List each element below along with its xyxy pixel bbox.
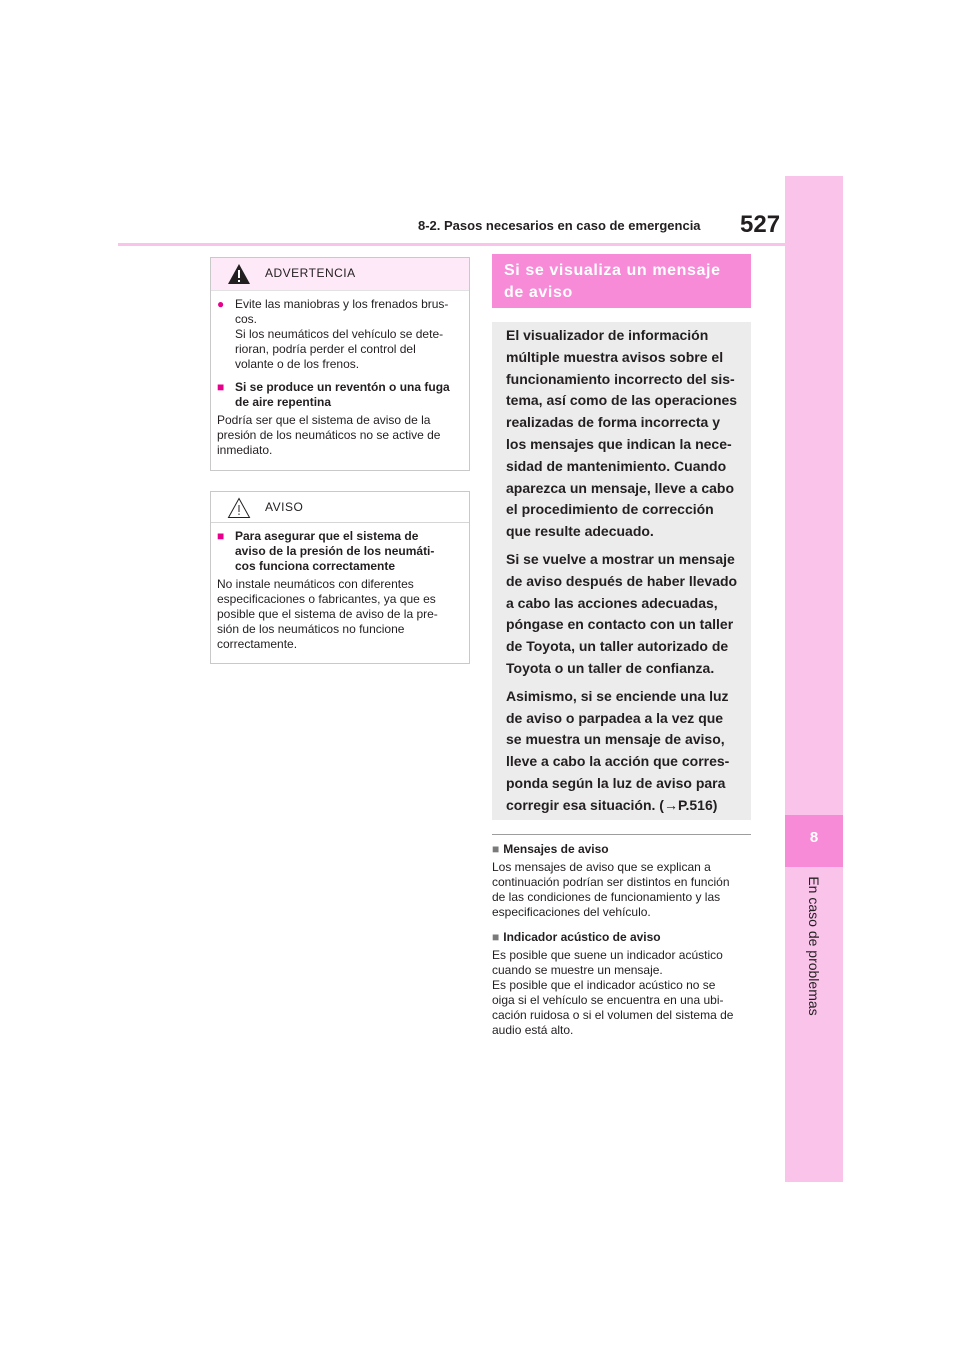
intro-paragraph bbox=[506, 686, 741, 817]
square-bullet-icon: ■ bbox=[217, 380, 225, 394]
text-line: los mensajes que indican la nece- bbox=[506, 435, 732, 452]
text-line: Si se vuelve a mostrar un mensaje bbox=[506, 550, 735, 567]
text-line: inmediato. bbox=[217, 443, 273, 457]
text-line: de las condiciones de funcionamiento y las bbox=[492, 890, 721, 904]
text-line: Toyota o un taller de confianza. bbox=[506, 659, 715, 676]
chapter-side-tab bbox=[785, 176, 843, 1182]
text-line: cos funciona correctamente bbox=[235, 559, 396, 573]
text-line: Es posible que suene un indicador acústico bbox=[492, 948, 723, 962]
text-line: Para asegurar que el sistema de bbox=[235, 529, 419, 543]
text-line: de aviso después de haber llevado bbox=[506, 572, 738, 589]
text-line: ponda según la luz de aviso para bbox=[506, 774, 726, 791]
text-line: que resulte adecuado. bbox=[506, 523, 654, 540]
warning-triangle-icon bbox=[227, 263, 251, 285]
text-line: funcionamiento incorrecto del sis- bbox=[506, 370, 735, 387]
text-line: múltiple muestra avisos sobre el bbox=[506, 348, 724, 365]
text-line: realizadas de forma incorrecta y bbox=[506, 414, 720, 431]
warning-messages-section bbox=[492, 842, 754, 920]
header-rule bbox=[118, 243, 785, 246]
intro-box bbox=[492, 322, 751, 820]
text-line: Evite las maniobras y los frenados brus- bbox=[235, 297, 449, 311]
section-heading bbox=[492, 254, 751, 308]
chapter-number: 8 bbox=[809, 829, 819, 846]
text-line: continuación podrían ser distintos en función bbox=[492, 875, 730, 889]
text-line: aviso de la presión de los neumáti- bbox=[235, 544, 435, 558]
warning-title: ADVERTENCIA bbox=[265, 266, 356, 280]
section-title: 8-2. Pasos necesarios en caso de emergencia bbox=[418, 218, 701, 233]
text-line: correctamente. bbox=[217, 637, 298, 651]
page-number: 527 bbox=[740, 211, 781, 238]
intro-paragraph bbox=[506, 325, 741, 543]
text-line: aparezca un mensaje, lleve a cabo bbox=[506, 479, 735, 496]
warning-body bbox=[217, 413, 464, 458]
notice-subheading bbox=[217, 529, 464, 574]
text-line: No instale neumáticos con diferentes bbox=[217, 577, 414, 591]
warning-subheading bbox=[217, 380, 464, 410]
text-line: especificaciones del vehículo. bbox=[492, 905, 651, 919]
square-bullet-icon: ■ bbox=[217, 529, 225, 543]
text-line: sidad de mantenimiento. Cuando bbox=[506, 457, 727, 474]
text-line: de aire repentina bbox=[235, 395, 332, 409]
text-line: Si los neumáticos del vehículo se dete- bbox=[235, 327, 444, 341]
text-line: de Toyota, un taller autorizado de bbox=[506, 638, 729, 655]
text-line: audio está alto. bbox=[492, 1023, 574, 1037]
notice-body bbox=[217, 577, 464, 652]
heading-line: Si se visualiza un mensaje bbox=[504, 262, 721, 279]
section-divider bbox=[492, 834, 751, 835]
square-bullet-icon: ■ bbox=[492, 842, 500, 856]
text-line: de aviso o parpadea a la vez que bbox=[506, 709, 724, 726]
text-line: a cabo las acciones adecuadas, bbox=[506, 594, 718, 611]
text-line: lleve a cabo la acción que corres- bbox=[506, 753, 730, 770]
subheading: ■ Indicador acústico de aviso bbox=[492, 930, 661, 944]
text-line: especificaciones o fabricantes, ya que es bbox=[217, 592, 436, 606]
warning-bullet bbox=[217, 297, 464, 372]
text-line: rioran, podría perder el control del bbox=[235, 342, 416, 356]
text-line: volante o de los frenos. bbox=[235, 357, 360, 371]
text-line: cos. bbox=[235, 312, 258, 326]
subheading: ■ Mensajes de aviso bbox=[492, 842, 609, 856]
chapter-title: En caso de problemas bbox=[806, 876, 822, 1016]
text-line: Asimismo, si se enciende una luz bbox=[506, 687, 729, 704]
text-line: Es posible que el indicador acústico no se bbox=[492, 978, 716, 992]
text-line: Si se produce un reventón o una fuga bbox=[235, 380, 450, 394]
text-line: El visualizador de información bbox=[506, 327, 709, 343]
circle-bullet-icon: ● bbox=[217, 297, 225, 311]
page-reference[interactable]: corregir esa situación. (→P.516) bbox=[506, 796, 718, 813]
text-line: cuando se muestre un mensaje. bbox=[492, 963, 663, 977]
warning-header bbox=[211, 258, 469, 291]
text-line: posible que el sistema de aviso de la pre- bbox=[217, 607, 438, 621]
text-line: tema, así como de las operaciones bbox=[506, 392, 738, 409]
text-line: se muestra un mensaje de aviso, bbox=[506, 731, 725, 748]
intro-paragraph bbox=[506, 549, 741, 680]
buzzer-section bbox=[492, 930, 754, 1038]
text-line: Los mensajes de aviso que se explican a bbox=[492, 860, 711, 874]
text-line: presión de los neumáticos no se active de bbox=[217, 428, 441, 442]
square-bullet-icon: ■ bbox=[492, 930, 500, 944]
notice-box bbox=[210, 491, 470, 664]
text-line: oiga si el vehículo se encuentra en una ubi- bbox=[492, 993, 724, 1007]
text-line: póngase en contacto con un taller bbox=[506, 616, 734, 633]
notice-header bbox=[211, 492, 469, 523]
notice-title: AVISO bbox=[265, 500, 304, 514]
details-text bbox=[492, 842, 754, 1048]
warning-box bbox=[210, 257, 470, 471]
heading-line: de aviso bbox=[504, 284, 573, 301]
text-line: cación ruidosa o si el volumen del sistema de bbox=[492, 1008, 734, 1022]
caution-triangle-icon bbox=[227, 497, 251, 519]
text-line: el procedimiento de corrección bbox=[506, 501, 714, 518]
text-line: Podría ser que el sistema de aviso de la bbox=[217, 413, 431, 427]
text-line: sión de los neumáticos no funcione bbox=[217, 622, 405, 636]
